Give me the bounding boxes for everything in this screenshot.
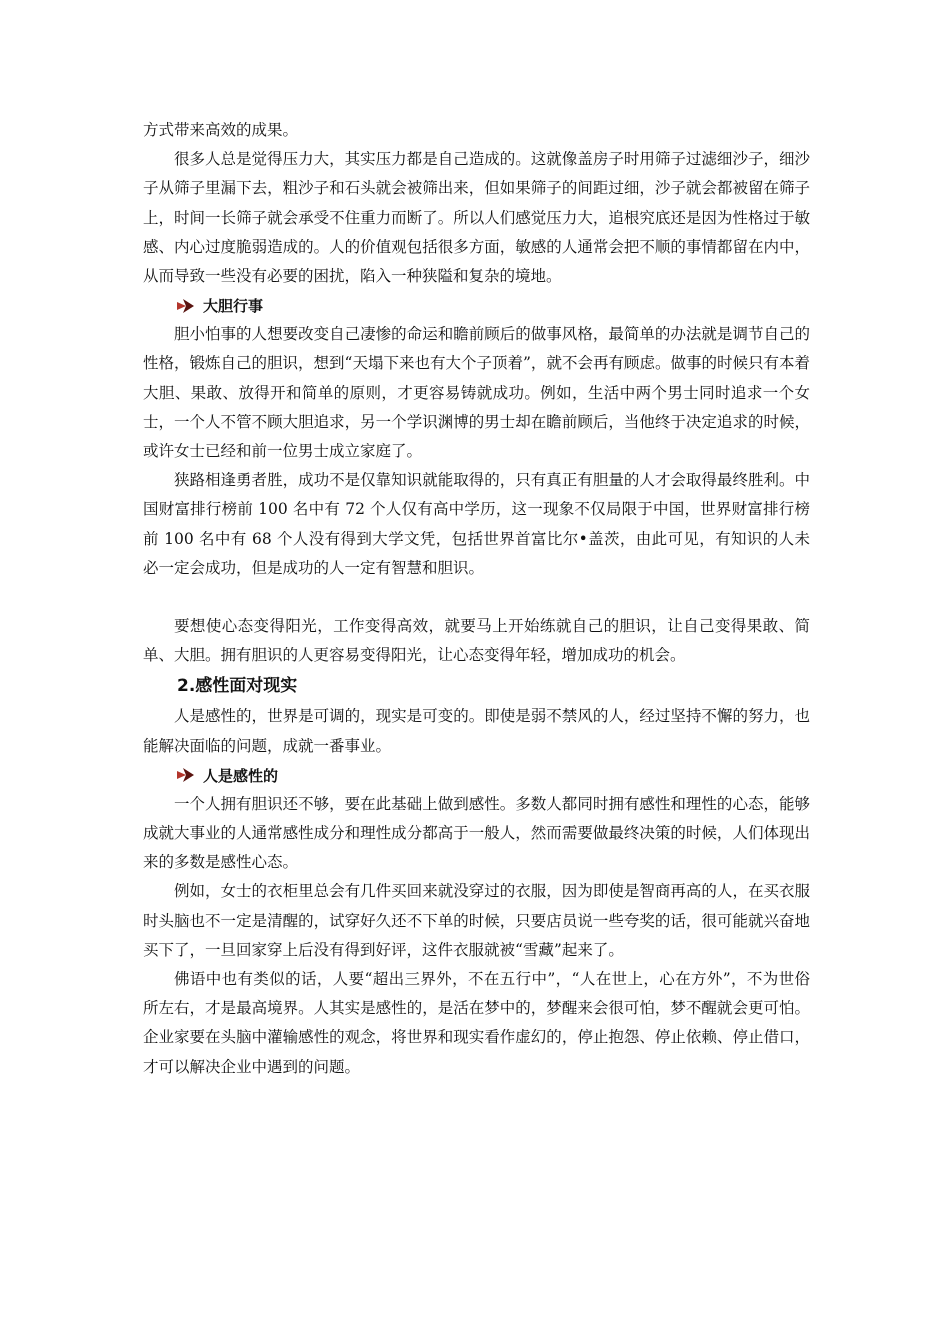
paragraph: 要想使心态变得阳光，工作变得高效，就要马上开始练就自己的胆识，让自己变得果敢、简单、大胆。拥有胆识的人更容易变得阳光，让心态变得年轻，增加成功的机会。 [143, 617, 810, 665]
paragraph: 胆小怕事的人想要改变自己凄惨的命运和瞻前顾后的做事风格，最简单的办法就是调节自己的性格，锻炼自己的胆识，想到“天塌下来也有大个子顶着”，就不会再有顾虑。做事的时候只有本着大胆、果敢、放得开和简单的原则，才更容易铸就成功。例如，生活中两个男士同时追求一个女士，一个人不管不顾大胆追求，另一个学识渊博的男士却在瞻前顾后，当他终于决定追求的时候，或许女士已经和前一位男士成立家庭了。 [143, 325, 810, 461]
paragraph: 例如，女士的衣柜里总会有几件买回来就没穿过的衣服，因为即使是智商再高的人，在买衣服时头脑也不一定是清醒的，试穿好久还不下单的时候，只要店员说一些夸奖的话，很可能就兴奋地买下了，一旦回家穿上后没有得到好评，这件衣服就被“雪藏”起来了。 [143, 882, 810, 959]
paragraph: 一个人拥有胆识还不够，要在此基础上做到感性。多数人都同时拥有感性和理性的心态，能够成就大事业的人通常感性成分和理性成分都高于一般人，然而需要做最终决策的时候，人们体现出来的多数是感性心态。 [143, 794, 810, 872]
paragraph: 狭路相逢勇者胜，成功不是仅靠知识就能取得的，只有真正有胆量的人才会取得最终胜利。中国财富排行榜前 100 名中有 72 个人仅有高中学历，这一现象不仅局限于中国，世界财富排行榜前 100 名中有 68 个人没有得到大学文凭，包括世界首富比尔•盖茨，由此可见，有知识的人未必一定会成功，但是成功的人一定有智慧和胆识。 [143, 471, 810, 577]
paragraph: 佛语中也有类似的话，人要“超出三界外，不在五行中”，“人在世上，心在方外”，不为世俗所左右，才是最高境界。人其实是感性的，是活在梦中的，梦醒来会很可怕，梦不醒就会更可怕。企业家要在头脑中灌输感性的观念，将世界和现实看作虚幻的，停止抱怨、停止依赖、停止借口，才可以解决企业中遇到的问题。 [143, 970, 810, 1076]
paragraph: 人是感性的，世界是可调的，现实是可变的。即使是弱不禁风的人，经过坚持不懈的努力，也能解决面临的问题，成就一番事业。 [143, 707, 810, 755]
subheading-text: 人是感性的 [203, 766, 279, 785]
blank-line [143, 583, 810, 612]
subheading-text: 大胆行事 [203, 297, 264, 316]
subheading-bold-action [143, 291, 810, 320]
subheading-people-are-emotional [143, 761, 810, 790]
paragraph: 方式带来高效的成果。 [143, 121, 299, 139]
paragraph: 很多人总是觉得压力大，其实压力都是自己造成的。这就像盖房子时用筛子过滤细沙子，细沙子从筛子里漏下去，粗沙子和石头就会被筛出来，但如果筛子的间距过细，沙子就会都被留在筛子上，时间一长筛子就会承受不住重力而断了。所以人们感觉压力大，追根究底还是因为性格过于敏感、内心过度脆弱造成的。人的价值观包括很多方面，敏感的人通常会把不顺的事情都留在内中，从而导致一些没有必要的困扰，陷入一种狭隘和复杂的境地。 [143, 150, 810, 286]
section-title: 2.感性面对现实 [177, 676, 298, 697]
red-arrow-icon [177, 299, 195, 313]
red-arrow-icon [177, 768, 195, 782]
